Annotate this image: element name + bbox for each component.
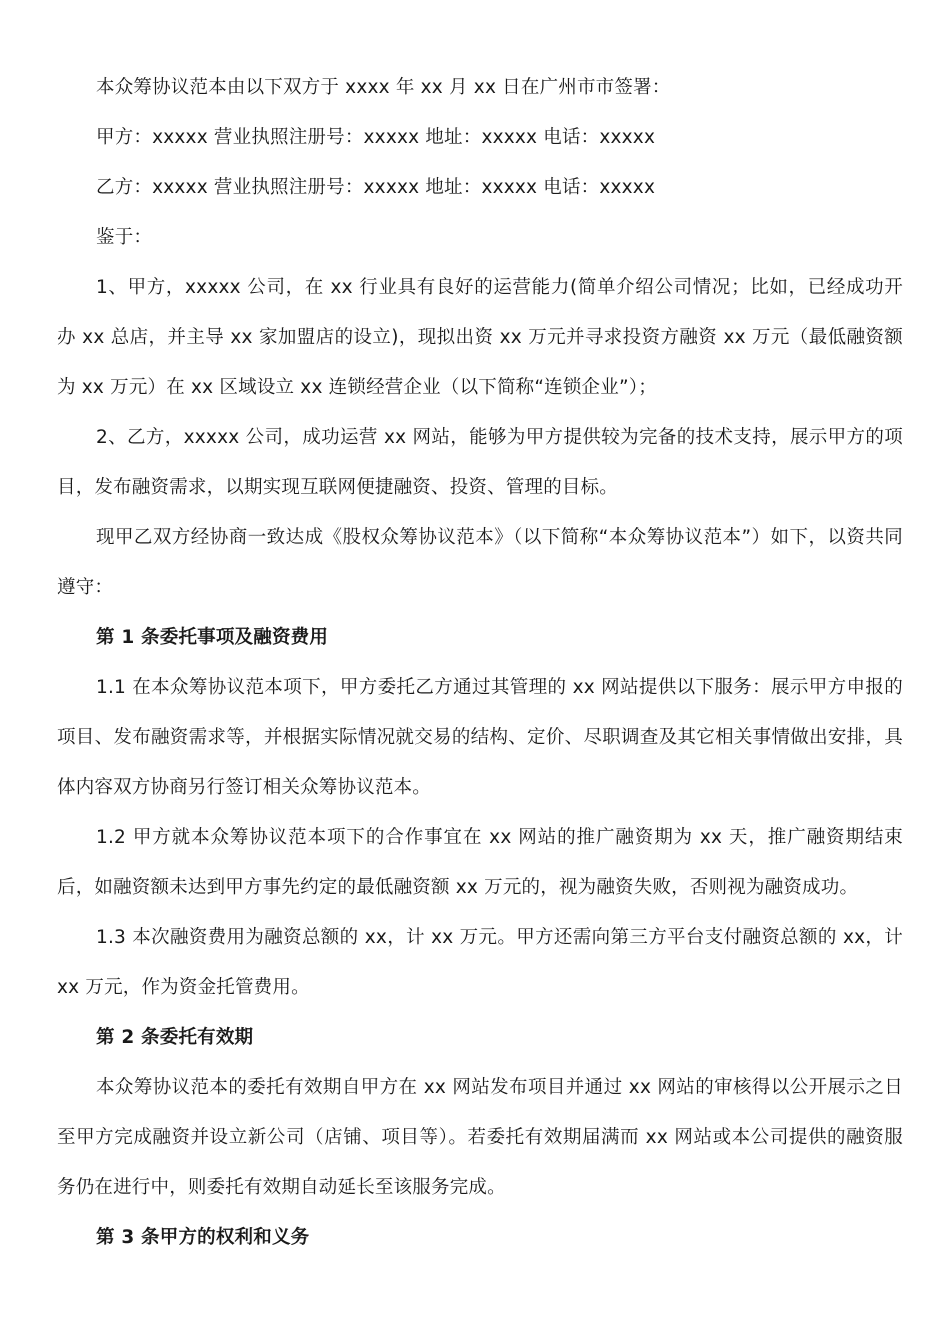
clause-1-1: 1.1 在本众筹协议范本项下，甲方委托乙方通过其管理的 xx 网站提供以下服务：展示甲方申报的项目、发布融资需求等，并根据实际情况就交易的结构、定价、尽职调查及其它相关事情做出安排，具体内容双方协商另行签订相关众筹协议范本。 xyxy=(57,677,903,798)
party-a-info: 甲方：xxxxx 营业执照注册号：xxxxx 地址：xxxxx 电话：xxxxx xyxy=(96,127,656,148)
article-3-heading: 第 3 条甲方的权利和义务 xyxy=(96,1227,310,1248)
document-body xyxy=(57,63,903,1263)
signing-statement: 本众筹协议范本由以下双方于 xxxx 年 xx 月 xx 日在广州市市签署： xyxy=(96,77,671,98)
article-2-body: 本众筹协议范本的委托有效期自甲方在 xx 网站发布项目并通过 xx 网站的审核得以公开展示之日至甲方完成融资并设立新公司（店铺、项目等）。若委托有效期届满而 xx 网站或本公司提供的融资服务仍在进行中，则委托有效期自动延长至该服务完成。 xyxy=(57,1077,903,1198)
whereas-clause-1: 1、甲方，xxxxx 公司，在 xx 行业具有良好的运营能力(简单介绍公司情况；比如，已经成功开办 xx 总店，并主导 xx 家加盟店的设立)，现拟出资 xx 万元并寻求投资方融资 xx 万元（最低融资额为 xx 万元）在 xx 区域设立 xx 连锁经营企业（以下简称“连锁企业”）； xyxy=(57,277,903,398)
agreement-intro: 现甲乙双方经协商一致达成《股权众筹协议范本》（以下简称“本众筹协议范本”）如下，以资共同遵守： xyxy=(57,527,903,598)
party-b-info: 乙方：xxxxx 营业执照注册号：xxxxx 地址：xxxxx 电话：xxxxx xyxy=(96,177,656,198)
clause-1-3: 1.3 本次融资费用为融资总额的 xx，计 xx 万元。甲方还需向第三方平台支付融资总额的 xx，计 xx 万元，作为资金托管费用。 xyxy=(57,927,903,998)
article-1-heading: 第 1 条委托事项及融资费用 xyxy=(96,627,329,648)
clause-1-2: 1.2 甲方就本众筹协议范本项下的合作事宜在 xx 网站的推广融资期为 xx 天，推广融资期结束后，如融资额未达到甲方事先约定的最低融资额 xx 万元的，视为融资失败，否则视为融资成功。 xyxy=(57,827,903,898)
whereas-label: 鉴于： xyxy=(96,227,153,248)
whereas-clause-2: 2、乙方，xxxxx 公司，成功运营 xx 网站，能够为甲方提供较为完备的技术支持，展示甲方的项目，发布融资需求，以期实现互联网便捷融资、投资、管理的目标。 xyxy=(57,427,903,498)
article-2-heading: 第 2 条委托有效期 xyxy=(96,1027,254,1048)
